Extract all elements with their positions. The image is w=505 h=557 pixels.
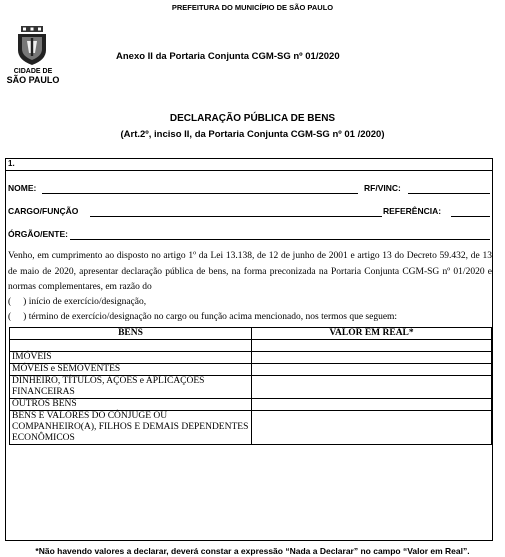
table-row xyxy=(10,411,492,445)
checkbox-close-paren: ) xyxy=(23,312,27,322)
city-coat-of-arms-icon xyxy=(16,26,48,66)
referencia-label: REFERÊNCIA: xyxy=(383,206,442,216)
orgao-ente-field[interactable] xyxy=(70,239,490,240)
logo-line1: CIDADE DE xyxy=(13,68,53,75)
table-row xyxy=(10,364,492,376)
asset-category: OUTROS BENS xyxy=(10,399,252,411)
footnote: *Não havendo valores a declarar, deverá constar a expressão “Nada a Declarar” no campo “Valor em Real”. xyxy=(35,546,470,556)
asset-category: DINHEIRO, TÍTULOS, AÇÕES e APLICAÇÕES FINANCEIRAS xyxy=(10,376,252,399)
declaration-paragraph: Venho, em cumprimento ao disposto no artigo 1º da Lei 13.138, de 12 de junho de 2001 e artigo 13 do Decreto 59.432, de 13 de maio de 2020, apresentar declaração pública de bens, na forma preconizada na Portaria Conjunta CGM-SG nº 01/2020 e normas complementares, em razão do xyxy=(8,251,492,292)
logo-line2: SÃO PAULO xyxy=(6,75,60,85)
table-row xyxy=(10,352,492,364)
asset-value-cell[interactable] xyxy=(252,364,492,376)
document-subtitle: (Art.2º, inciso II, da Portaria Conjunta CGM-SG nº 01 /2020) xyxy=(120,129,385,140)
asset-category: MÓVEIS e SEMOVENTES xyxy=(10,364,252,376)
checkbox-open-paren: ( xyxy=(8,297,12,307)
referencia-field[interactable] xyxy=(451,216,490,217)
table-row xyxy=(10,376,492,399)
nome-label: NOME: xyxy=(8,183,37,193)
asset-value-cell[interactable] xyxy=(252,340,492,352)
header-bens: BENS xyxy=(10,328,252,340)
section-number: 1. xyxy=(8,159,15,168)
option-termino[interactable] xyxy=(8,312,397,322)
checkbox-close-paren: ) xyxy=(23,297,27,307)
document-title: DECLARAÇÃO PÚBLICA DE BENS xyxy=(169,113,336,124)
nome-field[interactable] xyxy=(42,193,358,194)
assets-table xyxy=(9,327,492,445)
asset-value-cell[interactable] xyxy=(252,376,492,399)
option-inicio-label: início de exercício/designação, xyxy=(28,297,147,307)
table-row xyxy=(10,399,492,411)
assets-table-header xyxy=(10,328,492,340)
rf-vinc-field[interactable] xyxy=(408,193,490,194)
asset-value-cell[interactable] xyxy=(252,352,492,364)
section-divider xyxy=(5,170,493,171)
option-termino-label: término de exercício/designação no cargo ou função acima mencionado, nos termos que seguem: xyxy=(28,312,398,322)
option-inicio[interactable] xyxy=(8,297,146,307)
asset-category-blank xyxy=(10,340,252,352)
rf-vinc-label: RF/VINC: xyxy=(364,183,401,193)
cargo-funcao-field[interactable] xyxy=(90,216,382,217)
orgao-ente-label: ÓRGÃO/ENTE: xyxy=(8,229,68,239)
checkbox-open-paren: ( xyxy=(8,312,12,322)
header-valor: VALOR EM REAL* xyxy=(252,328,492,340)
cargo-funcao-label: CARGO/FUNÇÃO xyxy=(8,206,79,216)
asset-category: IMÓVEIS xyxy=(10,352,252,364)
asset-category: BENS E VALORES DO CÔNJUGE OU COMPANHEIRO(A), FILHOS E DEMAIS DEPENDENTES ECONÔMICOS xyxy=(10,411,252,445)
table-row xyxy=(10,340,492,352)
asset-value-cell[interactable] xyxy=(252,411,492,445)
prefeitura-header: PREFEITURA DO MUNICÍPIO DE SÃO PAULO xyxy=(171,3,334,12)
annex-title: Anexo II da Portaria Conjunta CGM-SG nº 01/2020 xyxy=(116,51,340,62)
asset-value-cell[interactable] xyxy=(252,399,492,411)
city-logo-text xyxy=(6,67,60,85)
